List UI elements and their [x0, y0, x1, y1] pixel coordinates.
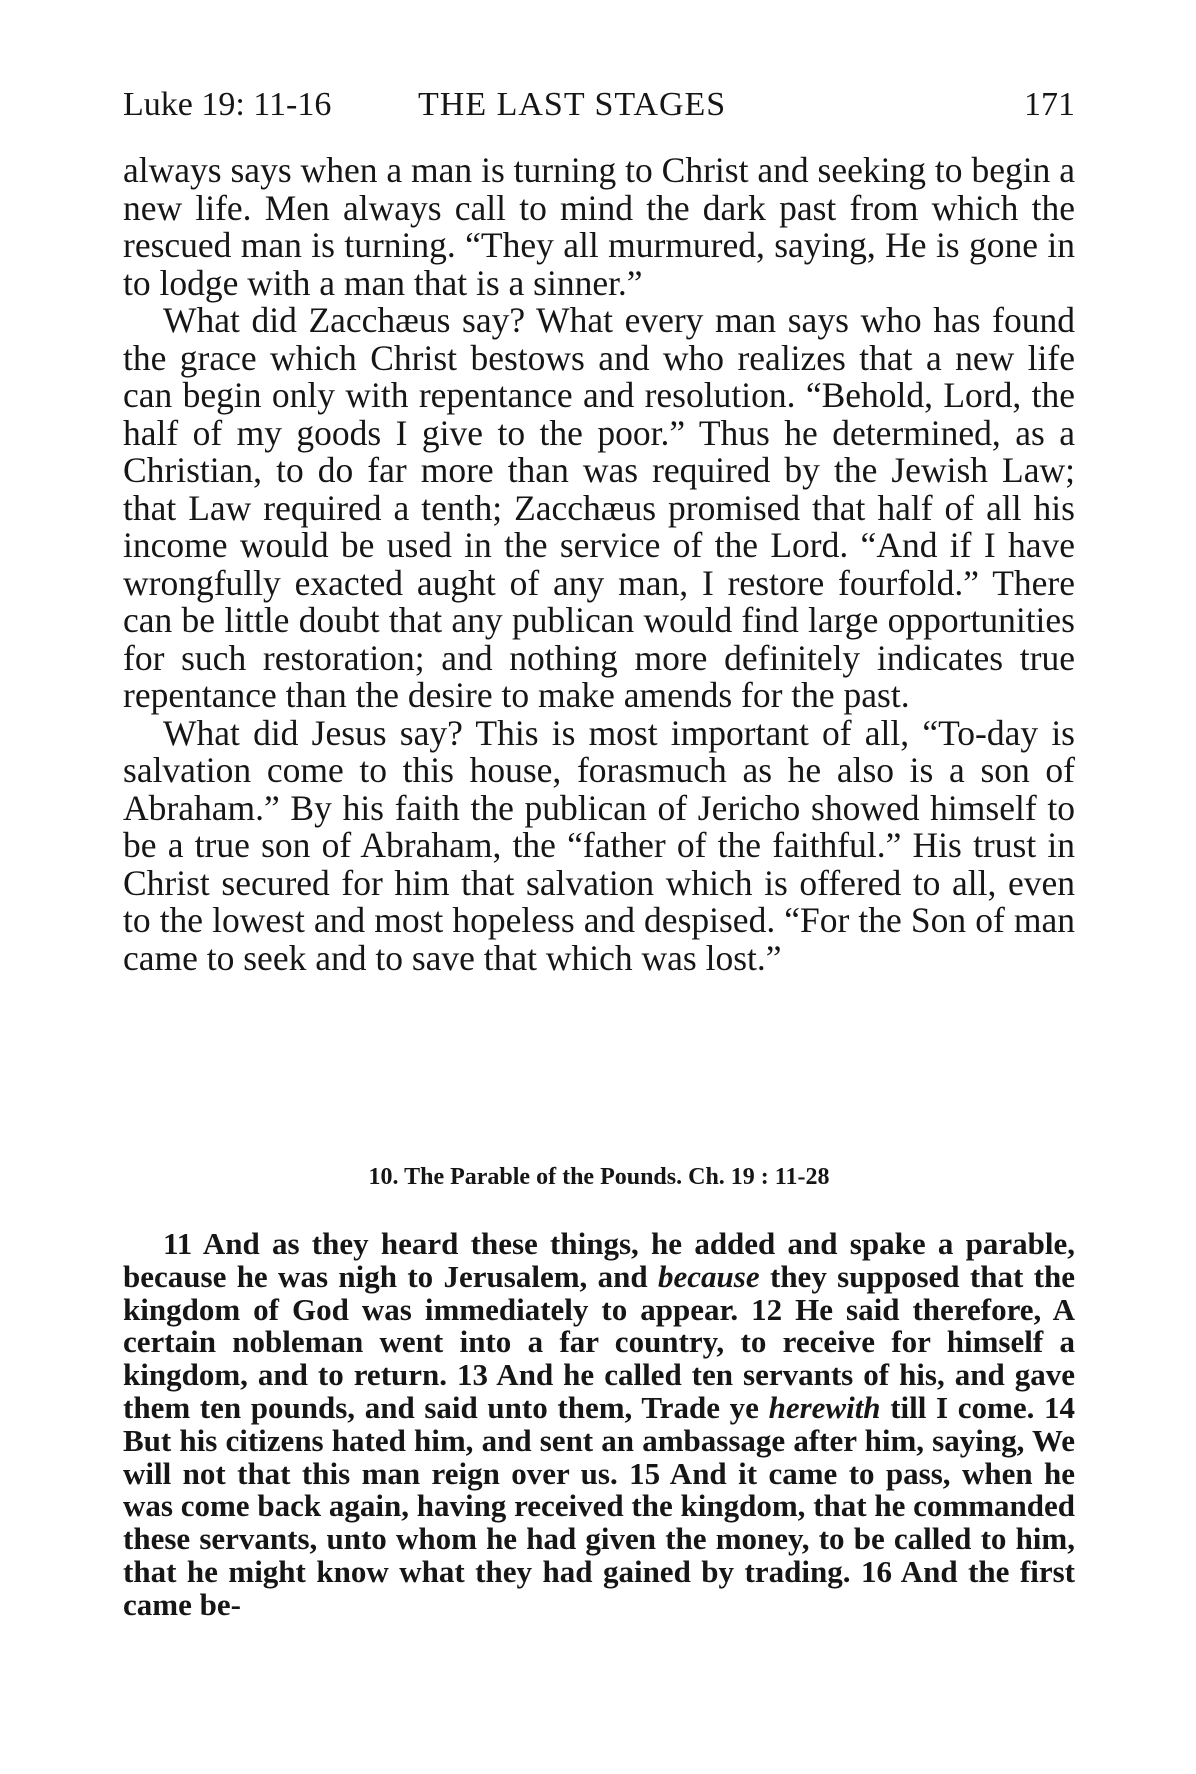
scripture-paragraph	[123, 1228, 1075, 1622]
scripture-text: 11 And as they heard these things, he added and spake a parable, because he was nigh to Jerusalem, and	[123, 1226, 1075, 1294]
scripture-text: till I come. 14 But his citizens hated him, and sent an ambassage after him, saying, We will not that this man reign over us. 15 And it came to pass, when he was come back again, having received the kingdom, that he commanded these servants, unto whom he had given the money, to be called to him, that he might know what they had gained by trading. 16 And the first came be-	[123, 1389, 1075, 1622]
running-title: THE LAST STAGES	[418, 86, 727, 123]
chapter-reference: Luke 19: 11-16	[123, 86, 332, 123]
paragraph: always says when a man is turning to Christ and seeking to begin a new life. Men always call to mind the dark past from which the rescued man is turning. “They all murmured, saying, He is gone in to lodge with a man that is a sinner.”	[123, 150, 1075, 303]
paragraph: What did Zacchæus say? What every man says who has found the grace which Christ bestows and who realizes that a new life can begin only with repentance and resolution. “Behold, Lord, the half of my goods I give to the poor.” Thus he determined, as a Christian, to do far more than was required by the Jewish Law; that Law required a tenth; Zacchæus promised that half of all his income would be used in the service of the Lord. “And if I have wrongfully exacted aught of any man, I restore fourfold.” There can be little doubt that any publican would find large opportunities for such restoration; and nothing more definitely indicates true repentance than the desire to make amends for the past.	[123, 300, 1075, 715]
scripture-text: they supposed that the kingdom of God was immediately to appear. 12 He said therefore, A certain nobleman went into a far country, to receive for himself a kingdom, and to return. 13 And he called ten servants of his, and gave them ten pounds, and said unto them, Trade ye	[123, 1258, 1075, 1425]
paragraph: What did Jesus say? This is most important of all, “To-day is salvation come to this house, forasmuch as he also is a son of Abraham.” By his faith the publican of Jericho showed himself to be a true son of Abraham, the “father of the faithful.” His trust in Christ secured for him that salvation which is offered to all, even to the lowest and most hopeless and despised. “For the Son of man came to seek and to save that which was lost.”	[123, 712, 1075, 978]
page-number: 171	[1024, 86, 1075, 123]
section-heading: 10. The Parable of the Pounds. Ch. 19 : 11-28	[368, 1164, 830, 1190]
scripture-passage	[123, 1228, 1075, 1622]
running-header	[123, 80, 1075, 130]
scripture-italic: herewith	[768, 1389, 881, 1425]
commentary-text	[123, 152, 1075, 977]
scripture-italic: because	[658, 1258, 760, 1294]
